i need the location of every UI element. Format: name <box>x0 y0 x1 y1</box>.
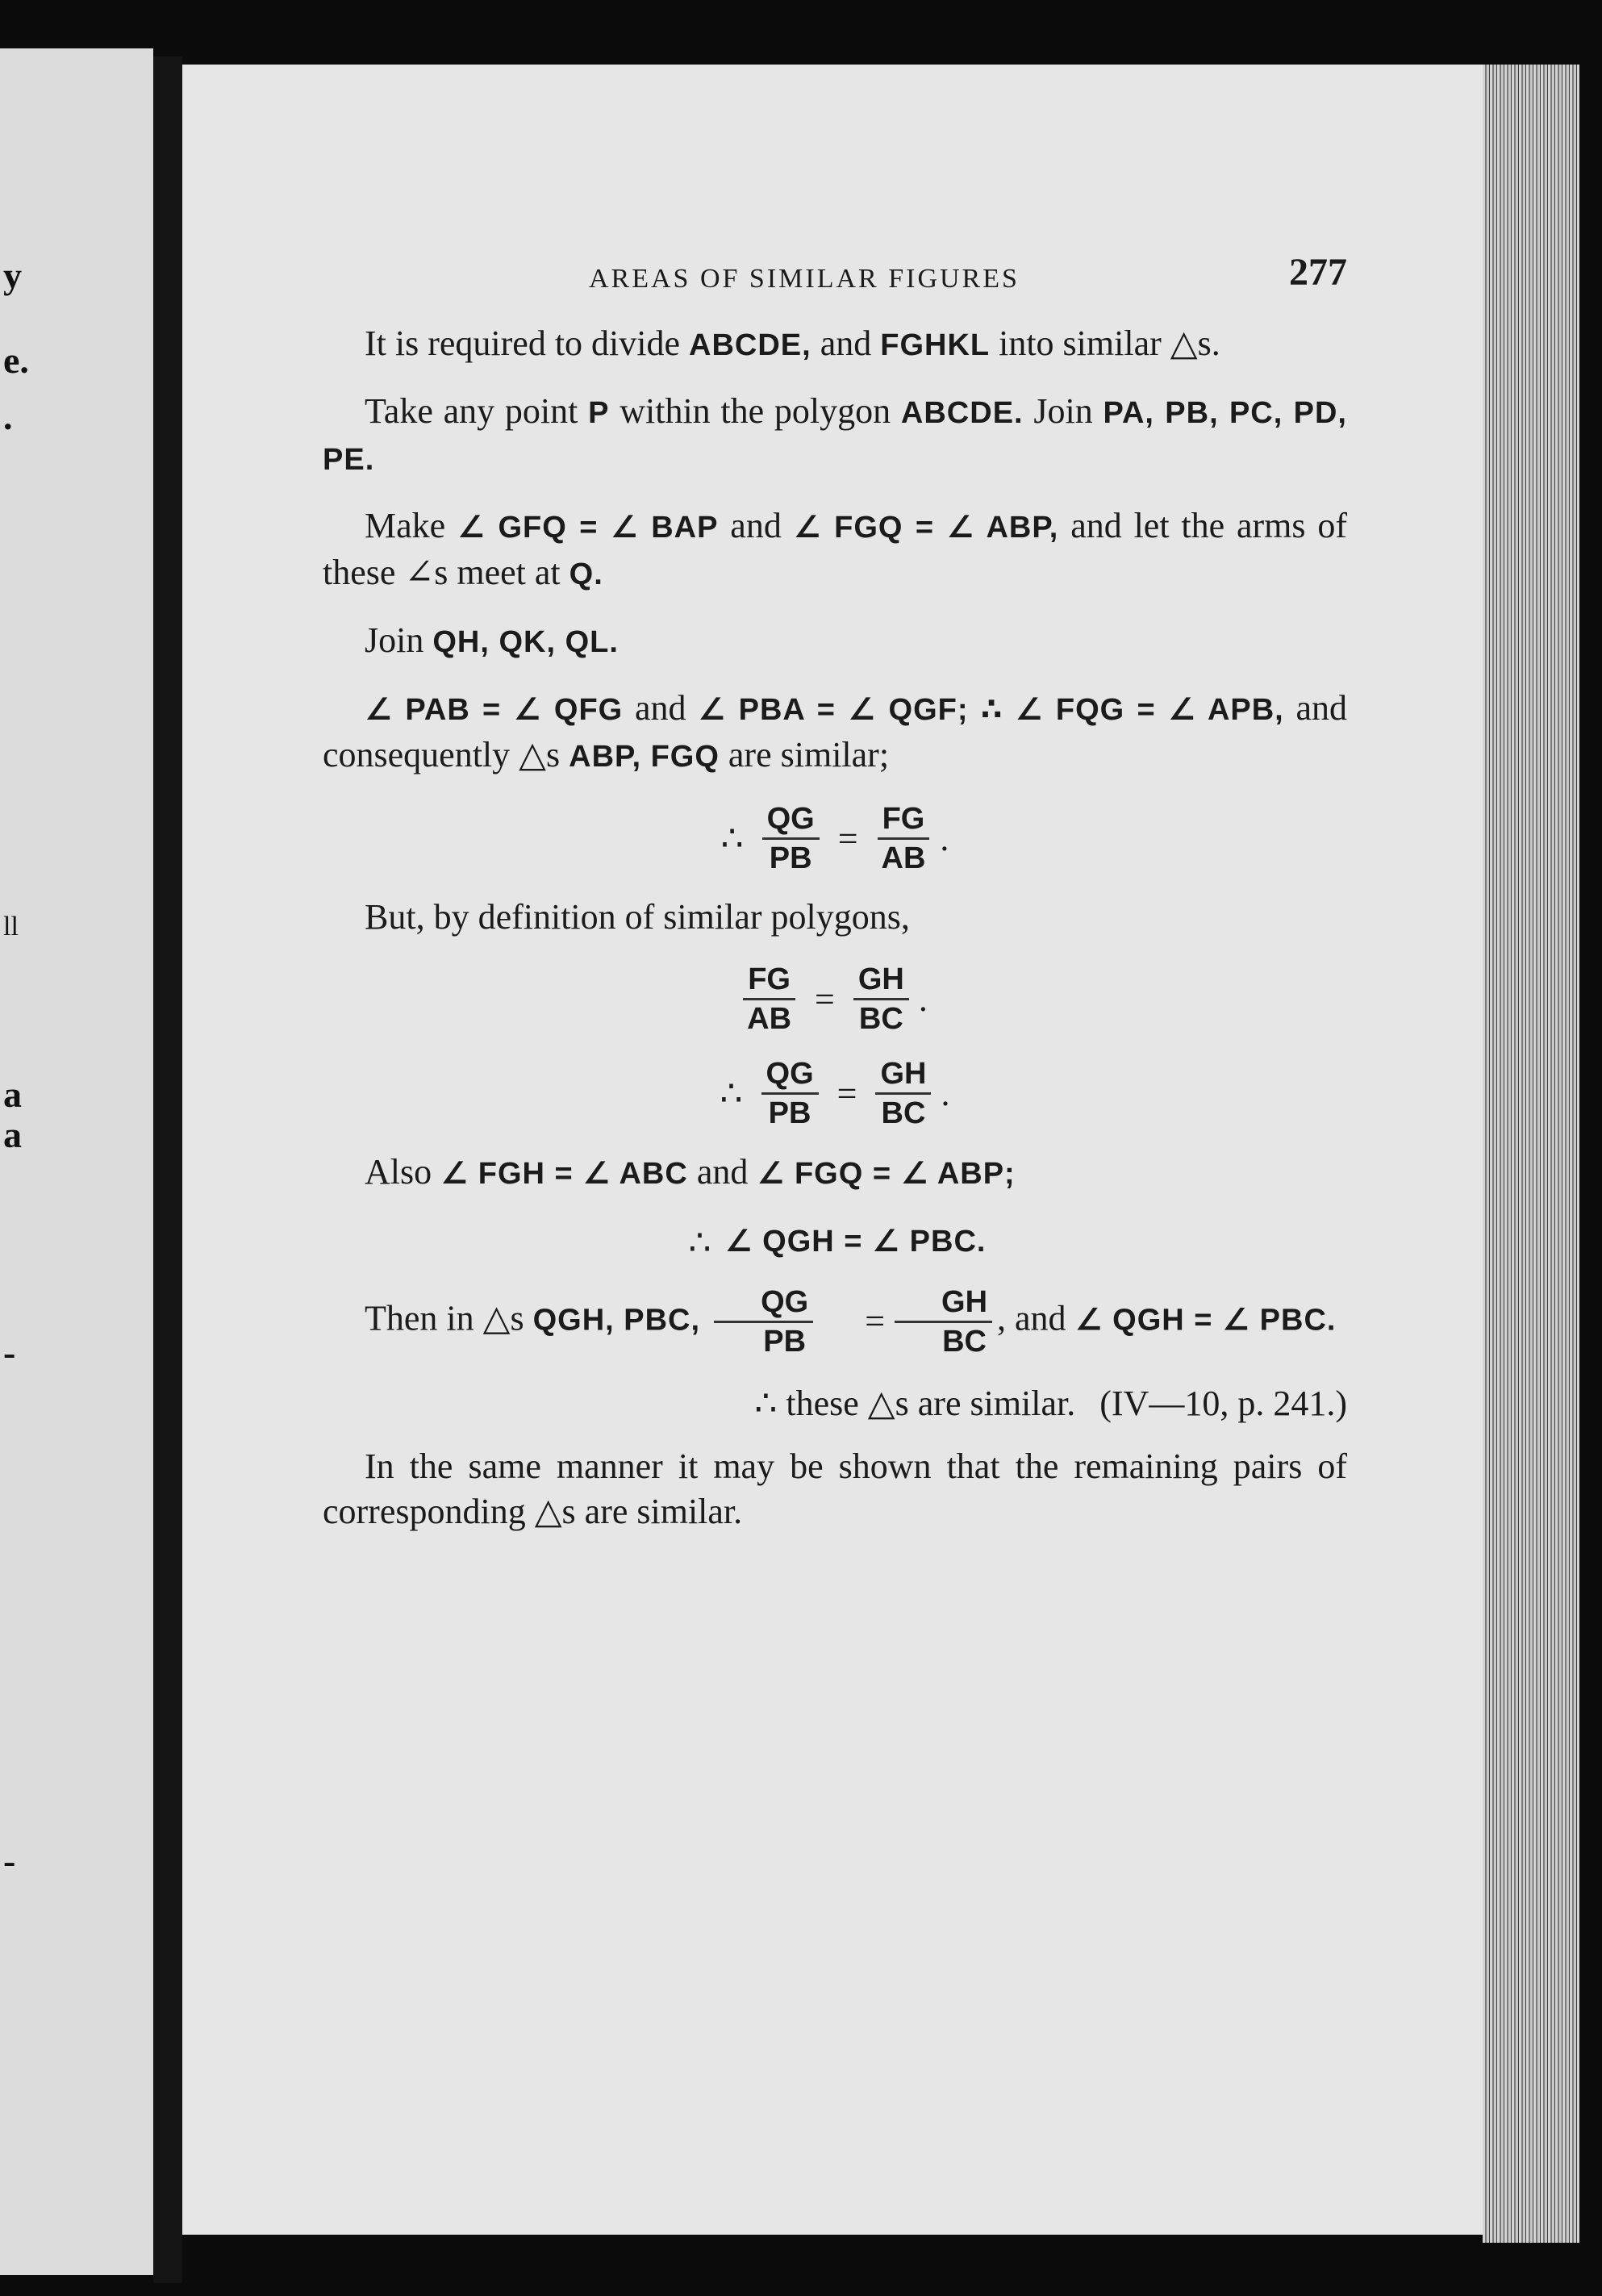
paragraph-8: Then in △s QGH, PBC, $\frac{QG}{PB}$ = $\frac{GH}{BC}$ , and ∠ QGH = ∠ PBC. <box>365 1284 1337 1359</box>
fraction: $\frac{QG}{PB}$ <box>714 1284 813 1360</box>
proposition-reference: (IV—10, p. 241.) <box>1099 1383 1347 1423</box>
paragraph-6: But, by definition of similar polygons, <box>365 897 910 937</box>
fraction: $\frac{QG}{PB}$ <box>761 1055 819 1132</box>
running-head: AREAS OF SIMILAR FIGURES <box>589 264 1020 294</box>
left-page-mark: ll <box>3 912 19 941</box>
paragraph-5: ∠ PAB = ∠ QFG and ∠ PBA = ∠ QGF; ∴ ∠ FQG = ∠ APB, and consequently △s ABP, FGQ are similar; <box>323 688 1348 774</box>
left-page-mark: - <box>3 1840 16 1881</box>
paragraph-1: It is required to divide ABCDE, and FGHKL into similar △s. <box>365 324 1220 363</box>
left-page-mark: a <box>3 1114 22 1155</box>
left-page-mark: a <box>3 1074 22 1115</box>
paragraph-3: Make ∠ GFQ = ∠ BAP and ∠ FGQ = ∠ ABP, and let the arms of these ∠s meet at Q. <box>323 506 1347 592</box>
left-page-mark: . <box>3 396 13 437</box>
fraction: $\frac{FG}{AB}$ <box>742 961 796 1037</box>
book-spine <box>153 56 182 2283</box>
equation-3: ∴ $\frac{QG}{PB}$ = $\frac{GH}{BC}$ . <box>720 1057 950 1130</box>
equation-4: ∴ ∠ QGH = ∠ PBC. <box>688 1222 987 1263</box>
page-content <box>323 250 1347 1555</box>
fraction: $\frac{FG}{AB}$ <box>877 800 931 877</box>
left-page-mark: y <box>3 255 22 296</box>
conclusion-line: ∴ these △s are similar. (IV—10, p. 241.) <box>754 1383 1347 1423</box>
left-page-margin <box>0 48 153 2275</box>
equation-1: ∴ $\frac{QG}{PB}$ = $\frac{FG}{AB}$ . <box>720 802 949 875</box>
fraction: $\frac{GH}{BC}$ <box>895 1284 992 1360</box>
fraction: $\frac{GH}{BC}$ <box>853 961 909 1037</box>
paragraph-4: Join QH, QK, QL. <box>365 620 619 660</box>
equation-2: $\frac{FG}{AB}$ = $\frac{GH}{BC}$ . <box>323 961 1347 1037</box>
left-page-mark: - <box>3 1332 16 1373</box>
paragraph-10: In the same manner it may be shown that the remaining pairs of corresponding △s are similar. <box>323 1446 1347 1531</box>
fraction: $\frac{GH}{BC}$ <box>875 1055 931 1132</box>
left-page-mark: e. <box>3 340 29 381</box>
paragraph-7: Also ∠ FGH = ∠ ABC and ∠ FGQ = ∠ ABP; <box>365 1152 1016 1192</box>
page-edges <box>1483 65 1579 2243</box>
page-header <box>323 250 1347 307</box>
fraction: $\frac{QG}{PB}$ <box>762 800 820 877</box>
page-number: 277 <box>1289 251 1347 294</box>
paragraph-2: Take any point P within the polygon ABCDE. Join PA, PB, PC, PD, PE. <box>323 391 1347 477</box>
